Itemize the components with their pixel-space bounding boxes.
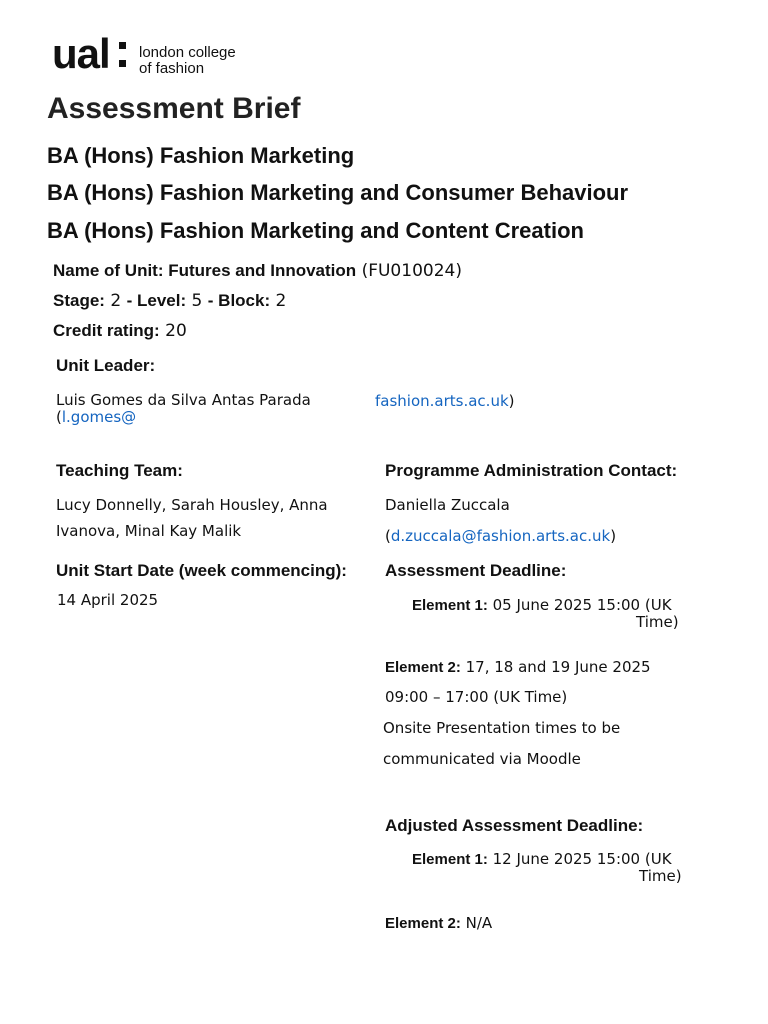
programme-title-1: BA (Hons) Fashion Marketing [47, 143, 355, 168]
deadline-element-1 [412, 596, 672, 614]
logo-line-2: of fashion [139, 60, 205, 77]
stage-level-block-line [53, 291, 286, 311]
teaching-team-label: Teaching Team: [56, 461, 183, 480]
adjusted-element-1-time: Time) [639, 867, 682, 885]
close-paren: ) [508, 392, 515, 410]
deadline-element-2 [385, 658, 651, 676]
block-value: 2 [275, 291, 287, 311]
assessment-deadline-label: Assessment Deadline: [385, 561, 567, 580]
element-2-label: Element 2: [385, 659, 461, 676]
unit-leader-email-link[interactable]: l.gomes@ [61, 408, 137, 426]
adjusted-element-1-label: Element 1: [412, 851, 488, 868]
unit-code: (FU010024) [361, 261, 462, 281]
credit-value: 20 [165, 321, 187, 341]
unit-leader-email-domain-line [375, 392, 515, 410]
unit-name-line [53, 261, 462, 281]
open-paren: ( [385, 527, 391, 545]
deadline-note-line-1: Onsite Presentation times to be [383, 719, 621, 737]
start-date-value: 14 April 2025 [57, 591, 159, 609]
programme-admin-email-line [385, 527, 616, 545]
element-1-value: 05 June 2025 15:00 (UK [492, 596, 672, 614]
teaching-team-line-1: Lucy Donnelly, Sarah Housley, Anna [56, 496, 328, 514]
unit-leader-email-domain-link[interactable]: fashion.arts.ac.uk [375, 392, 509, 410]
unit-name: Name of Unit: Futures and Innovation [53, 261, 357, 280]
deadline-element-2-time: 09:00 – 17:00 (UK Time) [385, 688, 568, 706]
teaching-team-line-2: Ivanova, Minal Kay Malik [56, 522, 242, 540]
deadline-note-line-2: communicated via Moodle [383, 750, 581, 768]
ual-logo: ual [52, 30, 110, 77]
unit-leader-email-line [56, 408, 136, 426]
open-paren: ( [56, 408, 62, 426]
programme-title-3: BA (Hons) Fashion Marketing and Content Creation [47, 218, 584, 243]
programme-title-2: BA (Hons) Fashion Marketing and Consumer Behaviour [47, 180, 629, 205]
credit-rating-line [53, 321, 187, 341]
unit-leader-label: Unit Leader: [56, 356, 156, 375]
logo-line-1: london college [139, 44, 236, 61]
unit-leader-name: Luis Gomes da Silva Antas Parada [56, 391, 311, 409]
adjusted-element-1 [412, 850, 672, 868]
block-label: - Block: [207, 291, 271, 310]
programme-admin-email-link[interactable]: d.zuccala@fashion.arts.ac.uk [390, 527, 611, 545]
adjusted-element-2-label: Element 2: [385, 915, 461, 932]
stage-value: 2 [110, 291, 122, 311]
close-paren: ) [610, 527, 617, 545]
stage-label: Stage: [53, 291, 105, 310]
programme-admin-label: Programme Administration Contact: [385, 461, 678, 480]
level-value: 5 [191, 291, 203, 311]
credit-label: Credit rating: [53, 321, 160, 340]
element-2-value: 17, 18 and 19 June 2025 [465, 658, 651, 676]
logo-college-name [139, 45, 236, 77]
programme-admin-name: Daniella Zuccala [385, 496, 510, 514]
level-label: - Level: [126, 291, 187, 310]
deadline-element-1-time: Time) [636, 613, 679, 631]
logo-colon [119, 42, 126, 78]
adjusted-element-1-value: 12 June 2025 15:00 (UK [492, 850, 672, 868]
element-1-label: Element 1: [412, 597, 488, 614]
page-title: Assessment Brief [47, 92, 301, 125]
start-date-label: Unit Start Date (week commencing): [56, 561, 347, 580]
adjusted-element-2-value: N/A [465, 914, 493, 932]
adjusted-deadline-label: Adjusted Assessment Deadline: [385, 816, 644, 835]
adjusted-element-2 [385, 914, 492, 932]
